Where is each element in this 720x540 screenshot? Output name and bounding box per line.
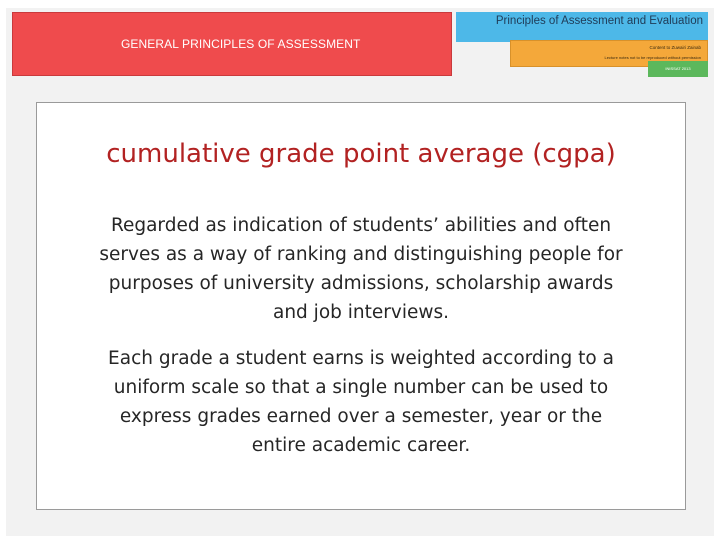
course-title: Principles of Assessment and Evaluation xyxy=(495,15,703,27)
content-heading: cumulative grade point average (cgpa) xyxy=(106,139,616,169)
code-tag xyxy=(648,61,708,77)
author-note-line-2: Lecture notes not to be reproduced without permission xyxy=(604,55,701,60)
course-title-banner xyxy=(456,12,708,42)
code-tag-label: INISSAT 2013 xyxy=(665,66,691,71)
section-title-box xyxy=(12,12,452,76)
section-title: GENERAL PRINCIPLES OF ASSESSMENT xyxy=(121,37,361,51)
content-panel xyxy=(36,102,686,510)
paragraph-1: Regarded as indication of students’ abilities and often serves as a way of ranking and distinguishing people for purposes of university admissions, scholarship awards and job interviews. xyxy=(99,215,623,323)
author-note-line-1: Content to Zuwairi Zainab xyxy=(649,45,701,50)
paragraph-2: Each grade a student earns is weighted according to a uniform scale so that a single number can be used to express grades earned over a semester, year or the entire academic career. xyxy=(108,348,614,456)
